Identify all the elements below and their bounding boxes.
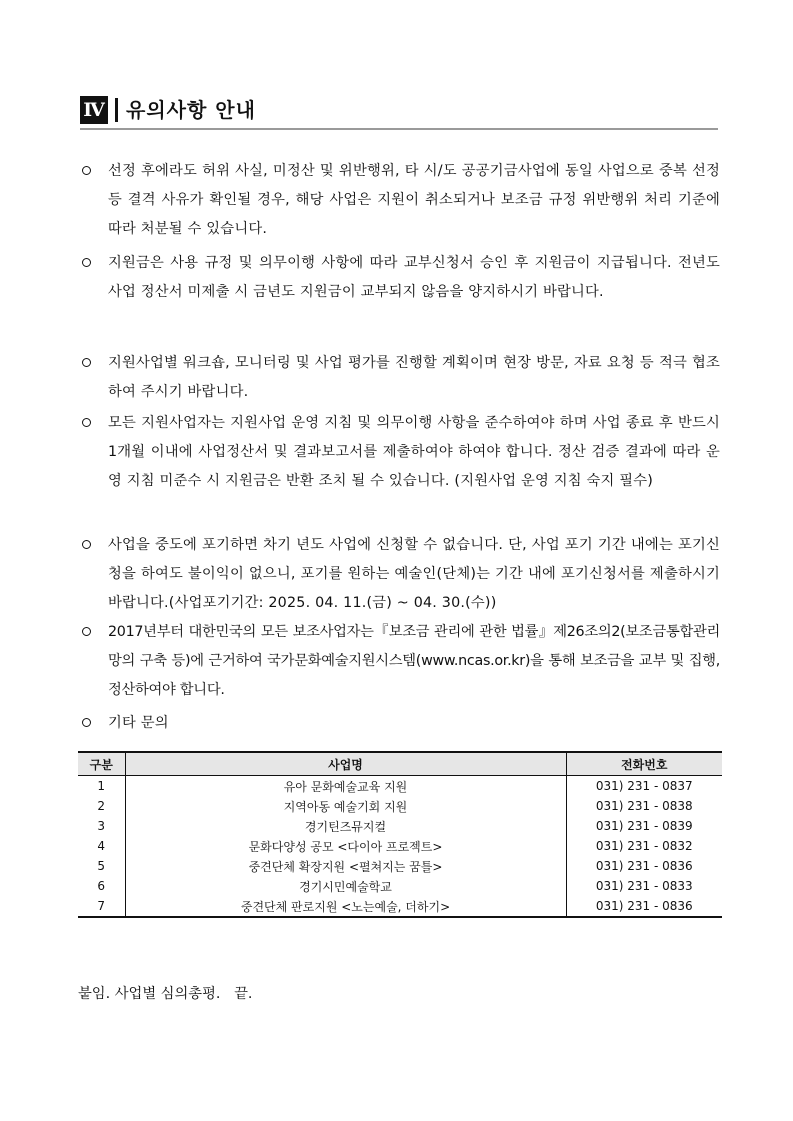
notice-item (108, 409, 720, 496)
notice-item (108, 618, 720, 705)
notice-text: 기타 문의 (108, 715, 169, 731)
circle-bullet-icon (82, 358, 91, 367)
notice-item (108, 157, 720, 244)
row-number: 6 (97, 879, 106, 893)
section-title: 유의사항 안내 (126, 98, 256, 122)
table-row (78, 776, 722, 797)
section-numeral: Ⅳ (80, 96, 108, 124)
program-name: 유아 문화예술교육 지원 (125, 776, 566, 797)
notice-item (108, 531, 720, 618)
notice-item (108, 709, 720, 738)
notice-text: 지원금은 사용 규정 및 의무이행 사항에 따라 교부신청서 승인 후 지원금이 지급됩니다. 전년도 사업 정산서 미제출 시 금년도 지원금이 교부되지 않음을 양지하시기 바랍니다. (108, 255, 720, 300)
phone-number: 031) 231 - 0838 (566, 796, 722, 816)
table-header-row (78, 752, 722, 776)
row-number: 5 (97, 859, 106, 873)
attachment-note: 붙임. 사업별 심의총평. 끝. (78, 986, 253, 1002)
notice-text: 지원사업별 워크숍, 모니터링 및 사업 평가를 진행할 계획이며 현장 방문, 자료 요청 등 적극 협조하여 주시기 바랍니다. (108, 355, 720, 400)
phone-number: 031) 231 - 0836 (566, 896, 722, 917)
table-row (78, 796, 722, 816)
header-phone: 전화번호 (566, 752, 722, 776)
program-name: 문화다양성 공모 <다이아 프로젝트> (125, 836, 566, 856)
phone-number: 031) 231 - 0836 (566, 856, 722, 876)
table-row (78, 876, 722, 896)
notice-text: 선정 후에라도 허위 사실, 미정산 및 위반행위, 타 시/도 공공기금사업에 동일 사업으로 중복 선정 등 결격 사유가 확인될 경우, 해당 사업은 지원이 취소되거나 보조금 규정 위반행위 처리 기준에 따라 처분될 수 있습니다. (108, 163, 720, 237)
table-row (78, 816, 722, 836)
row-number: 1 (97, 779, 106, 793)
header-category: 구분 (78, 752, 125, 776)
phone-number: 031) 231 - 0832 (566, 836, 722, 856)
program-name: 중견단체 확장지원 <펼쳐지는 꿈틀> (125, 856, 566, 876)
phone-number: 031) 231 - 0837 (566, 776, 722, 797)
notice-item (108, 349, 720, 407)
circle-bullet-icon (82, 166, 91, 175)
row-number: 3 (97, 819, 106, 833)
phone-number: 031) 231 - 0839 (566, 816, 722, 836)
contact-table (78, 751, 722, 918)
notice-text: 2017년부터 대한민국의 모든 보조사업자는『보조금 관리에 관한 법률』제26조의2(보조금통합관리망의 구축 등)에 근거하여 국가문화예술지원시스템(www.ncas.or.kr)을 통해 보조금을 교부 및 집행, 정산하여야 합니다. (108, 624, 720, 698)
header-program-name: 사업명 (125, 752, 566, 776)
program-name: 중견단체 판로지원 <노는예술, 더하기> (125, 896, 566, 917)
program-name: 경기시민예술학교 (125, 876, 566, 896)
row-number: 2 (97, 799, 106, 813)
notice-item (108, 249, 720, 307)
table-row (78, 896, 722, 917)
notice-text: 사업을 중도에 포기하면 차기 년도 사업에 신청할 수 없습니다. 단, 사업 포기 기간 내에는 포기신청을 하여도 불이익이 없으니, 포기를 원하는 예술인(단체)는 기간 내에 포기신청서를 제출하시기 바랍니다.(사업포기기간: 2025. 04. 11.(금) ~ 04. 30.(수)) (108, 537, 720, 611)
circle-bullet-icon (82, 540, 91, 549)
row-number: 7 (97, 899, 106, 913)
header-divider-bar (115, 98, 118, 122)
phone-number: 031) 231 - 0833 (566, 876, 722, 896)
notice-text: 모든 지원사업자는 지원사업 운영 지침 및 의무이행 사항을 준수하여야 하며 사업 종료 후 반드시 1개월 이내에 사업정산서 및 결과보고서를 제출하여야 하여야 합니다. 정산 검증 결과에 따라 운영 지침 미준수 시 지원금은 반환 조치 될 수 있습니다. (지원사업 운영 지침 숙지 필수) (108, 415, 720, 489)
row-number: 4 (97, 839, 106, 853)
section-header (80, 94, 718, 130)
program-name: 경기틴즈뮤지컬 (125, 816, 566, 836)
circle-bullet-icon (82, 258, 91, 267)
table-row (78, 836, 722, 856)
circle-bullet-icon (82, 418, 91, 427)
circle-bullet-icon (82, 718, 91, 727)
program-name: 지역아동 예술기회 지원 (125, 796, 566, 816)
table-row (78, 856, 722, 876)
circle-bullet-icon (82, 627, 91, 636)
